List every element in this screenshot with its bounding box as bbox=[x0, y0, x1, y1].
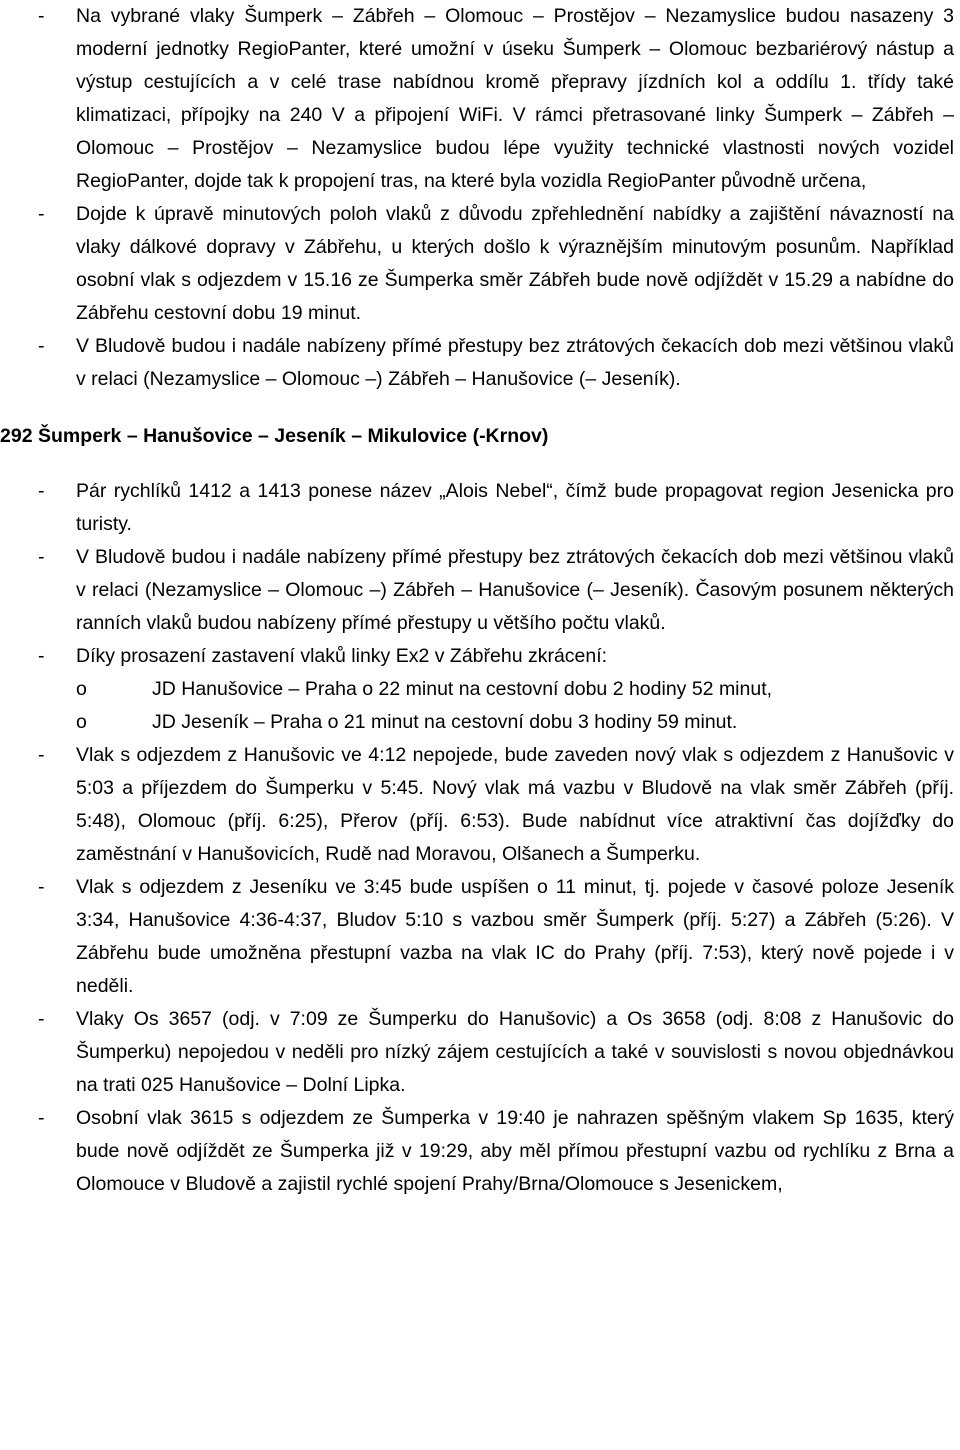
list-item-text: Díky prosazení zastavení vlaků linky Ex2 v Zábřehu zkrácení: bbox=[76, 645, 608, 667]
list-dash: - bbox=[38, 546, 45, 568]
list-dash: - bbox=[38, 203, 45, 225]
list-item bbox=[38, 0, 954, 198]
sub-list-item-text: JD Jeseník – Praha o 21 minut na cestovní dobu 3 hodiny 59 minut. bbox=[152, 711, 738, 733]
sub-bullet: o bbox=[76, 678, 87, 700]
list-item-text: Pár rychlíků 1412 a 1413 ponese název „Alois Nebel“, čímž bude propagovat region Jesenicka pro turisty. bbox=[76, 480, 954, 535]
list-item-text: V Bludově budou i nadále nabízeny přímé přestupy bez ztrátových čekacích dob mezi většinou vlaků v relaci (Nezamyslice – Olomouc –) Zábřeh – Hanušovice (– Jeseník). Časovým posunem některých ranních vlaků budou nabízeny přímé přestupy u většího počtu vlaků. bbox=[76, 546, 954, 634]
section-heading: 292 Šumperk – Hanušovice – Jeseník – Mikulovice (-Krnov) bbox=[0, 425, 549, 447]
list-item-text: Dojde k úpravě minutových poloh vlaků z důvodu zpřehlednění nabídky a zajištění návazností na vlaky dálkové dopravy v Zábřehu, u kterých došlo k výraznějším minutovým posunům. Například osobní vlak s odjezdem v 15.16 ze Šumperka směr Zábřeh bude nově odjíždět v 15.29 a nabídne do Zábřehu cestovní dobu 19 minut. bbox=[76, 203, 954, 324]
list-dash: - bbox=[38, 744, 45, 766]
list-item bbox=[38, 1102, 954, 1201]
list-dash: - bbox=[38, 876, 45, 898]
list-item bbox=[38, 871, 954, 1003]
list-item-text: V Bludově budou i nadále nabízeny přímé přestupy bez ztrátových čekacích dob mezi většinou vlaků v relaci (Nezamyslice – Olomouc –) Zábřeh – Hanušovice (– Jeseník). bbox=[76, 335, 954, 390]
sub-list-item bbox=[38, 706, 954, 739]
sub-list-item-text: JD Hanušovice – Praha o 22 minut na cestovní dobu 2 hodiny 52 minut, bbox=[152, 678, 773, 700]
list-item-text: Osobní vlak 3615 s odjezdem ze Šumperka v 19:40 je nahrazen spěšným vlakem Sp 1635, který bude nově odjíždět ze Šumperka již v 19:29, aby měl přímou přestupní vazbu od rychlíku z Brna a Olomouce v Bludově a zajistil rychlé spojení Prahy/Brna/Olomouce s Jesenickem, bbox=[76, 1107, 954, 1195]
list-item-text: Vlak s odjezdem z Jeseníku ve 3:45 bude uspíšen o 11 minut, tj. pojede v časové poloze Jeseník 3:34, Hanušovice 4:36-4:37, Bludov 5:10 s vazbou směr Šumperk (příj. 5:27) a Zábřeh (5:26). V Zábřehu bude umožněna přestupní vazba na vlak IC do Prahy (příj. 7:53), který nově pojede i v neděli. bbox=[76, 876, 954, 997]
list-item-text: Na vybrané vlaky Šumperk – Zábřeh – Olomouc – Prostějov – Nezamyslice budou nasazeny 3 moderní jednotky RegioPanter, které umožní v úseku Šumperk – Olomouc bezbariérový nástup a výstup cestujících a v celé trase nabídnou kromě přepravy jízdních kol a oddílu 1. třídy také klimatizaci, přípojky na 240 V a připojení WiFi. V rámci přetrasované linky Šumperk – Zábřeh – Olomouc – Prostějov – Nezamyslice budou lépe využity technické vlastnosti nových vozidel RegioPanter, dojde tak k propojení tras, na které byla vozidla RegioPanter původně určena, bbox=[76, 5, 954, 192]
list-item-text: Vlaky Os 3657 (odj. v 7:09 ze Šumperku do Hanušovic) a Os 3658 (odj. 8:08 z Hanušovic do Šumperku) nepojedou v neděli pro nízký zájem cestujících a také v souvislosti s novou objednávkou na trati 025 Hanušovice – Dolní Lipka. bbox=[76, 1008, 954, 1096]
list-dash: - bbox=[38, 480, 45, 502]
list-dash: - bbox=[38, 5, 45, 27]
list-item bbox=[38, 541, 954, 640]
list-item bbox=[38, 640, 954, 673]
list-dash: - bbox=[38, 1107, 45, 1129]
sub-bullet: o bbox=[76, 711, 87, 733]
list-item bbox=[38, 1003, 954, 1102]
list-dash: - bbox=[38, 645, 45, 667]
list-item bbox=[38, 330, 954, 396]
list-dash: - bbox=[38, 335, 45, 357]
sub-list-item bbox=[38, 673, 954, 706]
list-item-text: Vlak s odjezdem z Hanušovic ve 4:12 nepojede, bude zaveden nový vlak s odjezdem z Hanušovic v 5:03 a příjezdem do Šumperku v 5:45. Nový vlak má vazbu v Bludově na vlak směr Zábřeh (příj. 5:48), Olomouc (příj. 6:25), Přerov (příj. 6:53). Bude nabídnut více atraktivní čas dojížďky do zaměstnání v Hanušovicích, Rudě nad Moravou, Olšanech a Šumperku. bbox=[76, 744, 954, 865]
list-dash: - bbox=[38, 1008, 45, 1030]
list-item bbox=[38, 198, 954, 330]
list-item bbox=[38, 739, 954, 871]
list-item bbox=[38, 475, 954, 541]
